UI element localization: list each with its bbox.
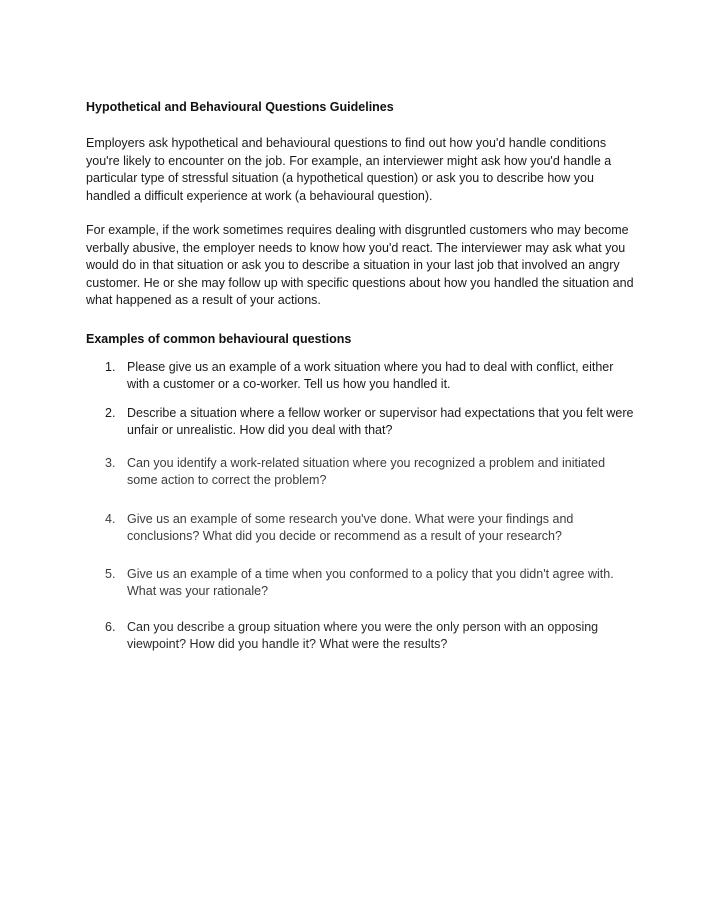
intro-paragraph: Employers ask hypothetical and behavioural questions to find out how you'd handle conditions you're likely to encounter on the job. For example, an interviewer might ask how you'd handle a particular type of stressful situation (a hypothetical question) or ask you to describe how you handled a difficult experience at work (a behavioural question).: [86, 136, 612, 203]
list-number: 6.: [105, 620, 116, 634]
list-item: [105, 455, 645, 489]
section-heading: Examples of common behavioural questions: [86, 332, 352, 346]
question-text: Please give us an example of a work situation where you had to deal with conflict, either with a customer or a co-worker. Tell us how you handled it.: [127, 360, 614, 391]
list-number: 1.: [105, 360, 116, 374]
example-paragraph: For example, if the work sometimes requires dealing with disgruntled customers who may become verbally abusive, the employer needs to know how you'd react. The interviewer may ask what you would do in that situation or ask you to describe a situation in your last job that involved an angry customer. He or she may follow up with specific questions about how you handled the situation and what happened as a result of your actions.: [86, 223, 634, 307]
list-number: 2.: [105, 406, 116, 420]
list-number: 5.: [105, 567, 116, 581]
list-item: [105, 566, 645, 600]
question-text: Can you describe a group situation where you were the only person with an opposing viewpoint? How did you handle it? What were the results?: [127, 620, 599, 651]
list-item: [105, 511, 645, 545]
list-item: [105, 619, 645, 653]
question-text: Give us an example of a time when you conformed to a policy that you didn't agree with. What was your rationale?: [127, 567, 614, 598]
list-number: 4.: [105, 512, 116, 526]
document-title: Hypothetical and Behavioural Questions Guidelines: [86, 100, 394, 114]
list-number: 3.: [105, 456, 116, 470]
list-item: [105, 405, 645, 439]
question-text: Can you identify a work-related situation where you recognized a problem and initiated some action to correct the problem?: [127, 456, 606, 487]
list-item: [105, 359, 645, 393]
question-text: Describe a situation where a fellow worker or supervisor had expectations that you felt were unfair or unrealistic. How did you deal with that?: [127, 406, 634, 437]
question-text: Give us an example of some research you've done. What were your findings and conclusions? What did you decide or recommend as a result of your research?: [127, 512, 574, 543]
